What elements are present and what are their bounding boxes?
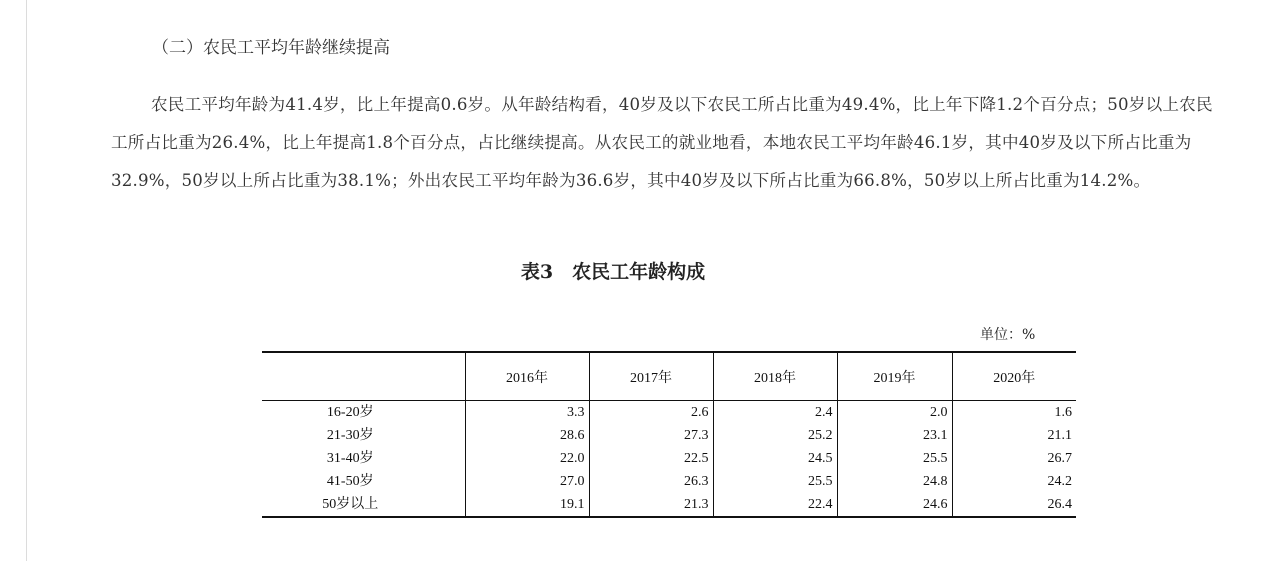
table-cell: 21.3 bbox=[589, 493, 713, 517]
table-cell: 22.5 bbox=[589, 447, 713, 470]
table-cell: 2.6 bbox=[589, 401, 713, 425]
header-cell-2019: 2019年 bbox=[837, 352, 952, 401]
table-title: 表3 农民工年龄构成 bbox=[520, 261, 706, 283]
table-cell: 24.6 bbox=[837, 493, 952, 517]
body-paragraph: 农民工平均年龄为41.4岁，比上年提高0.6岁。从年龄结构看，40岁及以下农民工所占比重为49.4%，比上年下降1.2个百分点；50岁以上农民工所占比重为26.4%，比上年提高1.8个百分点，占比继续提高。从农民工的就业地看，本地农民工平均年龄46.1岁，其中40岁及以下所占比重为32.9%，50岁以上所占比重为38.1%；外出农民工平均年龄为36.6岁，其中40岁及以下所占比重为66.8%，50岁以上所占比重为14.2%。 bbox=[111, 95, 1213, 190]
table-header-row bbox=[262, 352, 1076, 401]
table-cell: 28.6 bbox=[465, 424, 589, 447]
table-cell: 22.0 bbox=[465, 447, 589, 470]
table-cell: 25.5 bbox=[713, 470, 837, 493]
table-cell: 25.5 bbox=[837, 447, 952, 470]
table-cell: 26.4 bbox=[952, 493, 1076, 517]
table-row bbox=[262, 447, 1076, 470]
table-cell: 25.2 bbox=[713, 424, 837, 447]
table-cell: 22.4 bbox=[713, 493, 837, 517]
table-cell: 27.3 bbox=[589, 424, 713, 447]
table-cell: 23.1 bbox=[837, 424, 952, 447]
header-cell-2018: 2018年 bbox=[713, 352, 837, 401]
table-cell: 26.7 bbox=[952, 447, 1076, 470]
header-cell-2016: 2016年 bbox=[465, 352, 589, 401]
row-label: 21-30岁 bbox=[326, 427, 374, 443]
header-cell-2020: 2020年 bbox=[952, 352, 1076, 401]
age-composition-table bbox=[262, 351, 1076, 518]
table-cell: 19.1 bbox=[465, 493, 589, 517]
unit-label: 单位：% bbox=[980, 327, 1036, 343]
table-row bbox=[262, 493, 1076, 517]
table-cell: 2.0 bbox=[837, 401, 952, 425]
table-cell: 24.5 bbox=[713, 447, 837, 470]
section-heading: （二）农民工平均年龄继续提高 bbox=[152, 38, 390, 58]
row-label: 50岁以上 bbox=[322, 496, 379, 512]
table-cell: 26.3 bbox=[589, 470, 713, 493]
header-cell-2017: 2017年 bbox=[589, 352, 713, 401]
table-cell: 24.8 bbox=[837, 470, 952, 493]
table-cell: 3.3 bbox=[465, 401, 589, 425]
header-cell-empty bbox=[262, 352, 465, 401]
table-cell: 2.4 bbox=[713, 401, 837, 425]
table-row bbox=[262, 470, 1076, 493]
row-label: 16-20岁 bbox=[326, 404, 374, 420]
table-cell: 1.6 bbox=[952, 401, 1076, 425]
table-row bbox=[262, 401, 1076, 425]
table-cell: 21.1 bbox=[952, 424, 1076, 447]
row-label: 31-40岁 bbox=[326, 450, 374, 466]
row-label: 41-50岁 bbox=[326, 473, 374, 489]
table-row bbox=[262, 424, 1076, 447]
table-cell: 27.0 bbox=[465, 470, 589, 493]
table-cell: 24.2 bbox=[952, 470, 1076, 493]
